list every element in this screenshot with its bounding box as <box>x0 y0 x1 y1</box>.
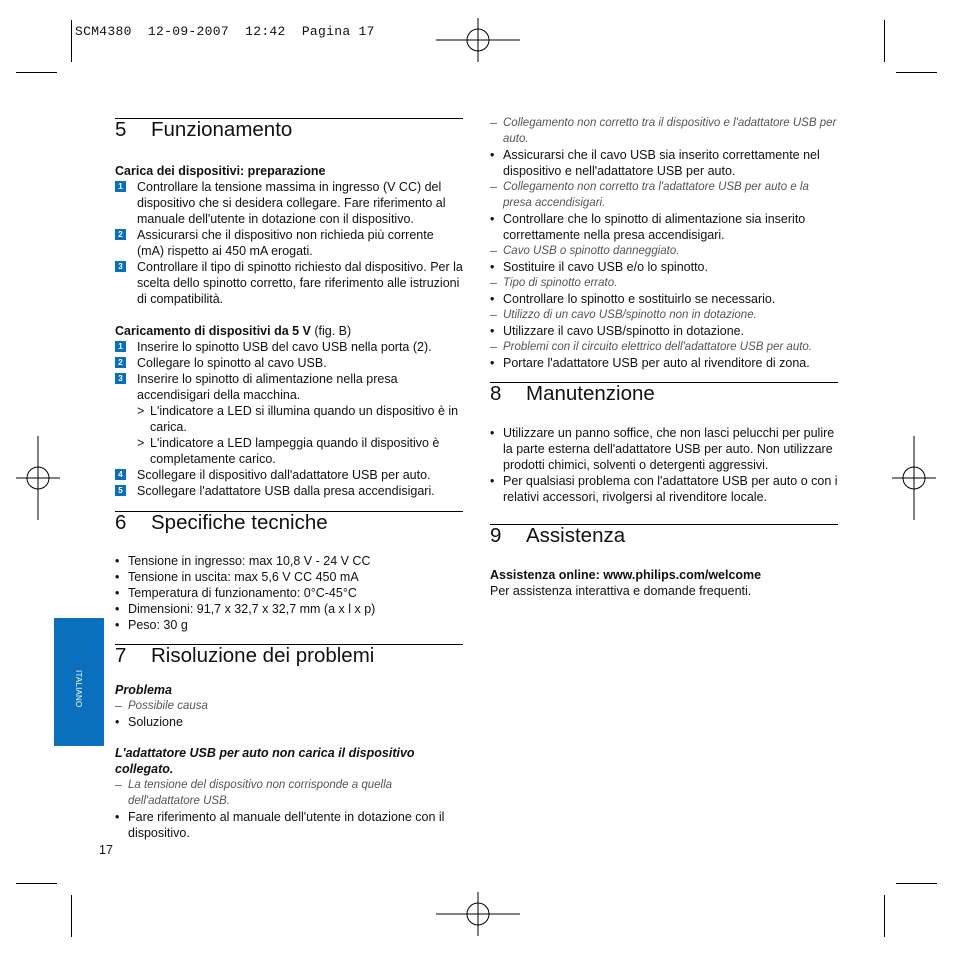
cause: – La tensione del dispositivo non corrisponde a quella dell'adattatore USB. <box>115 778 393 807</box>
support-online-link[interactable]: Assistenza online: www.philips.com/welcome <box>490 568 762 582</box>
step-text: Assicurarsi che il dispositivo non richieda più corrente (mA) rispetto ai 450 mA erogati. <box>137 228 434 258</box>
spec-item: • Peso: 30 g <box>115 618 188 632</box>
spec-item: • Dimensioni: 91,7 x 32,7 x 32,7 mm (a x l x p) <box>115 602 376 616</box>
section-heading-9 <box>490 524 838 556</box>
cause: – Collegamento non corretto tra l'adattatore USB per auto e la presa accendisigari. <box>490 180 809 209</box>
bullet-icon: • <box>115 618 120 632</box>
registration-mark-left <box>16 436 60 520</box>
solution: • Controllare lo spinotto e sostituirlo se necessario. <box>490 292 776 306</box>
result-arrow-icon: > <box>137 436 145 450</box>
step-number: 5 <box>115 485 126 496</box>
step-text: Inserire lo spinotto USB del cavo USB nella porta (2). <box>137 340 432 354</box>
print-slug: SCM4380 12-09-2007 12:42 Pagina 17 <box>75 24 375 39</box>
section-number: 6 <box>115 511 127 534</box>
step <box>115 355 463 371</box>
solution: • Controllare che lo spinotto di alimentazione sia inserito correttamente nella presa accendisigari. <box>490 212 806 242</box>
section-title: Specifiche tecniche <box>151 511 328 534</box>
result <box>115 403 463 435</box>
section-title: Funzionamento <box>151 118 293 141</box>
section-heading-5 <box>115 118 463 150</box>
section-heading-6 <box>115 511 463 543</box>
language-tab-label: ITALIANO <box>74 670 83 708</box>
support-text: Per assistenza interattiva e domande frequenti. <box>490 584 752 598</box>
solution: • Fare riferimento al manuale dell'utente in dotazione con il dispositivo. <box>115 810 445 840</box>
bullet-icon: • <box>115 810 120 824</box>
spec-item: • Tensione in ingresso: max 10,8 V - 24 V CC <box>115 554 371 568</box>
solution: • Portare l'adattatore USB per auto al rivenditore di zona. <box>490 356 810 370</box>
subheading: Caricamento di dispositivi da 5 V (fig. B) <box>115 324 352 338</box>
step-text: Controllare il tipo di spinotto richiesto dal dispositivo. Per la scelta dello spinotto corretto, fare riferimento alle istruzioni di compatibilità. <box>137 260 463 306</box>
page-number: 17 <box>99 843 113 857</box>
step-text: Collegare lo spinotto al cavo USB. <box>137 356 327 370</box>
result <box>115 435 463 467</box>
section-number: 9 <box>490 524 502 547</box>
bullet-icon: • <box>490 260 495 274</box>
legend-problem: Problema <box>115 683 172 697</box>
cause: – Problemi con il circuito elettrico dell'adattatore USB per auto. <box>490 340 813 354</box>
legend-solution: • Soluzione <box>115 715 183 729</box>
solution: • Assicurarsi che il cavo USB sia inserito correttamente nel dispositivo e nell'adattatore USB per auto. <box>490 148 820 178</box>
section-number: 5 <box>115 118 127 141</box>
section-heading-7 <box>115 644 463 676</box>
step-number: 3 <box>115 261 126 272</box>
maintenance-item: • Utilizzare un panno soffice, che non lasci pelucchi per pulire la parte esterna dell'adattatore USB per auto. Non utilizzare prodotti chimici, solventi o detergenti aggressivi. <box>490 426 835 472</box>
step-text: Inserire lo spinotto di alimentazione nella presa accendisigari della macchina. <box>137 372 398 402</box>
section-title: Risoluzione dei problemi <box>151 644 375 667</box>
step <box>115 339 463 355</box>
step-text: Controllare la tensione massima in ingresso (V CC) del dispositivo che si desidera collegare. Fare riferimento al manuale dell'utente in dotazione con il dispositivo. <box>137 180 446 226</box>
step <box>115 179 463 227</box>
step <box>115 483 463 499</box>
step-number: 2 <box>115 357 126 368</box>
section-number: 7 <box>115 644 127 667</box>
subheading: Carica dei dispositivi: preparazione <box>115 164 326 178</box>
spec-item: • Tensione in uscita: max 5,6 V CC 450 mA <box>115 570 359 584</box>
result-arrow-icon: > <box>137 404 145 418</box>
result-text: L'indicatore a LED si illumina quando un dispositivo è in carica. <box>150 404 459 434</box>
section-number: 8 <box>490 382 502 405</box>
registration-mark-right <box>892 436 936 520</box>
step-number: 2 <box>115 229 126 240</box>
bullet-icon: • <box>490 324 495 338</box>
bullet-icon: • <box>115 570 120 584</box>
step <box>115 259 463 307</box>
cause: – Cavo USB o spinotto danneggiato. <box>490 244 680 258</box>
bullet-icon: • <box>490 148 495 162</box>
bullet-icon: • <box>490 356 495 370</box>
bullet-icon: • <box>115 554 120 568</box>
solution: • Utilizzare il cavo USB/spinotto in dotazione. <box>490 324 745 338</box>
section-title: Assistenza <box>526 524 626 547</box>
section-heading-8 <box>490 382 838 414</box>
right-column <box>490 115 838 599</box>
step <box>115 227 463 259</box>
step-number: 3 <box>115 373 126 384</box>
step-text: Scollegare l'adattatore USB dalla presa accendisigari. <box>137 484 435 498</box>
step-text: Scollegare il dispositivo dall'adattatore USB per auto. <box>137 468 431 482</box>
section-title: Manutenzione <box>526 382 655 405</box>
step-number: 1 <box>115 341 126 352</box>
bullet-icon: • <box>115 586 120 600</box>
bullet-icon: • <box>490 292 495 306</box>
bullet-icon: • <box>115 602 120 616</box>
bullet-icon: • <box>115 715 120 729</box>
legend-cause: – Possibile causa <box>115 699 208 713</box>
maintenance-item: • Per qualsiasi problema con l'adattatore USB per auto o con i relativi accessori, rivolgersi al rivenditore locale. <box>490 474 838 504</box>
left-column <box>115 118 463 841</box>
bullet-icon: • <box>490 426 495 440</box>
bullet-icon: • <box>490 212 495 226</box>
bullet-icon: • <box>490 474 495 488</box>
step <box>115 371 463 403</box>
spec-item: • Temperatura di funzionamento: 0°C-45°C <box>115 586 357 600</box>
cause: – Collegamento non corretto tra il dispositivo e l'adattatore USB per auto. <box>490 116 837 145</box>
cause: – Tipo di spinotto errato. <box>490 276 618 290</box>
registration-mark-bottom <box>436 892 520 936</box>
registration-mark-top <box>436 18 520 62</box>
problem: L'adattatore USB per auto non carica il dispositivo collegato. <box>115 746 415 776</box>
result-text: L'indicatore a LED lampeggia quando il dispositivo è completamente carico. <box>150 436 440 466</box>
step-number: 4 <box>115 469 126 480</box>
cause: – Utilizzo di un cavo USB/spinotto non in dotazione. <box>490 308 757 322</box>
solution: • Sostituire il cavo USB e/o lo spinotto. <box>490 260 708 274</box>
step <box>115 467 463 483</box>
step-number: 1 <box>115 181 126 192</box>
